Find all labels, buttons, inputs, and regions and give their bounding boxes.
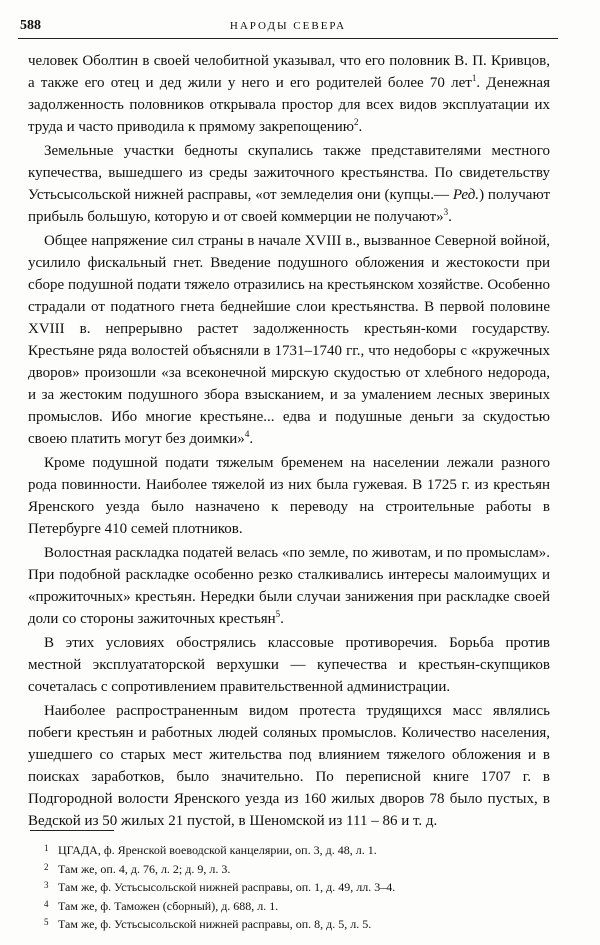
footnote-5: 5 Там же, ф. Устьсысольской нижней расправы, оп. 8, д. 5, л. 5. xyxy=(44,917,372,931)
body-text xyxy=(28,50,550,832)
footnote-ref-4: 4 xyxy=(244,429,250,439)
paragraph-1: человек Оболтин в своей челобитной указывал, что его половник В. П. Кривцов, а также его отец и дед жили у него и его родителей более 70 лет$^1$. Денежная задолженность половников открывала простор для всех видов эксплуатации их труда и часто приводила к прямому закрепощению$^2$. xyxy=(28,53,550,135)
paragraph-7: Наиболее распространенным видом протеста трудящихся масс являлись побеги крестьян и работных людей соляных промыслов. Количество населения, ушедшего со старых мест жительства под влиянием тяжелого обложения и в поисках заработков, было значительно. По переписной книге 1707 г. в Подгородной волости Яренского уезда из 160 жилых дворов 78 было пустых, в Ведской из 50 жилых 21 пустой, в Шеномской из 111 – 86 и т. д. xyxy=(28,703,550,829)
footnote-1: 1 ЦГАДА, ф. Яренской воеводской канцелярии, оп. 3, д. 48, л. 1. xyxy=(44,843,377,857)
running-title: НАРОДЫ СЕВЕРА xyxy=(229,20,347,32)
footnote-3: 3 Там же, ф. Устьсысольской нижней расправы, оп. 1, д. 49, лл. 3–4. xyxy=(44,880,396,894)
paragraph-5: Волостная раскладка податей велась «по земле, по животам, и по промыслам». При подобной раскладке особенно резко сталкивались интересы малоимущих и «прожиточных» крестьян. Нередки были случаи занижения при раскладке своей доли со стороны зажиточных крестьян$^5$. xyxy=(28,545,550,627)
paragraph-6: В этих условиях обострялись классовые противоречия. Борьба против местной эксплуататорской верхушки — купечества и крестьян-скупщиков сочеталась с сопротивлением правительственной администрации. xyxy=(28,635,550,695)
page-number: 588 xyxy=(20,18,41,33)
footnote-ref-2: 2 xyxy=(353,117,359,127)
paragraph-4: Кроме подушной подати тяжелым бременем на населении лежали разного рода повинности. Наиболее тяжелой из них была гужевая. В 1725 г. из крестьян Яренского уезда было назначено к переводу на строительные работы в Петербурге 410 семей плотников. xyxy=(28,455,550,537)
paragraph-3: Общее напряжение сил страны в начале XVIII в., вызванное Северной войной, усилило фискальный гнет. Введение подушного обложения и жестокости при сборе подушной подати тяжело отразились на крестьянском хозяйстве. Особенно страдали от податного гнета беднейшие слои крестьянства. В первой половине XVIII в. непрерывно растет задолженность крестьян-коми государству. Крестьяне ряда волостей объясняли в 1731–1740 гг., что недоборы с «кружечных дворов» произошли «за всеконечной мирскую скудостью от хлебного недорода, и за жестоким подушного збора взысканием, и за умалением лесных звериных промыслов. Ибо многие крестьяне... едва и подушные деньги за скудостью своею платить могут без доимки»$^4$. xyxy=(28,233,550,447)
footnotes xyxy=(44,840,544,933)
footnote-4: 4 Там же, ф. Таможен (сборный), д. 688, л. 1. xyxy=(44,898,279,913)
page-header xyxy=(18,16,558,39)
footnote-ref-5: 5 xyxy=(275,609,281,619)
footnote-ref-3: 3 xyxy=(443,207,449,217)
editor-note: Ред. xyxy=(452,187,480,203)
footnote-ref-1: 1 xyxy=(471,73,477,83)
footnote-2: 2 Там же, оп. 4, д. 76, л. 2; д. 9, л. 3. xyxy=(44,861,231,876)
paragraph-2: Земельные участки бедноты скупались также представителями местного купечества, вышедшего из среды зажиточного крестьянства. По свидетельству Устьсысольской нижней расправы, «от земледелия они (купцы.— Ред.) получают прибыль большую, которую и от своей коммерции не получают»$^3$. xyxy=(28,143,551,225)
footnote-separator xyxy=(30,830,114,831)
